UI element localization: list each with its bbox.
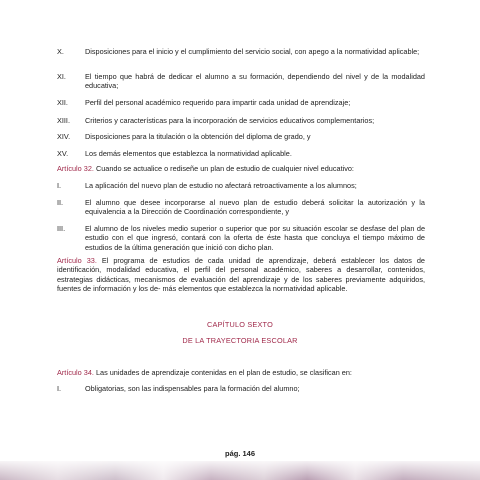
item-text: El tiempo que habrá de dedicar el alumno a su formación, dependiendo del nivel y de la modalidad educativa;: [85, 72, 425, 91]
item-number: XII.: [57, 98, 68, 107]
article-32: [57, 164, 425, 173]
item-number: X.: [57, 47, 64, 56]
item-number: I.: [57, 181, 62, 190]
item-text: El alumno de los niveles medio superior o superior que por su situación escolar se desfase del plan de estudio con el que ingresó, contará con la oferta de éste hasta que concluya el tiempo máximo de estudios de la última generación que inició con dicho plan.: [85, 224, 425, 252]
item-number: I.: [57, 384, 62, 393]
item-number: XI.: [57, 72, 66, 81]
article-label: Artículo 34.: [57, 368, 94, 377]
article-33: [57, 256, 425, 294]
item-iii: [57, 224, 425, 252]
item-text: Disposiciones para la titulación o la obtención del diploma de grado, y: [85, 132, 311, 141]
item-text: Criterios y características para la incorporación de servicios educativos complementarios;: [85, 116, 375, 125]
item-text: Perfil del personal académico requerido para impartir cada unidad de aprendizaje;: [85, 98, 351, 107]
item-xv: [57, 149, 425, 158]
item-number: XV.: [57, 149, 69, 158]
article-label: Artículo 33.: [57, 256, 97, 265]
article-text: Cuando se actualice o rediseñe un plan de estudio de cualquier nivel educativo:: [93, 164, 354, 173]
item-x: [57, 47, 425, 56]
item-xiv: [57, 132, 425, 141]
footer-decorative-band: [0, 461, 480, 480]
item-number: II.: [57, 198, 64, 207]
item-xi: [57, 72, 425, 91]
item-xii: [57, 98, 425, 107]
item-text: La aplicación del nuevo plan de estudio no afectará retroactivamente a los alumnos;: [85, 181, 357, 190]
article-text: El programa de estudios de cada unidad de aprendizaje, deberá establecer los datos de identificación, modalidad educativa, el perfil del personal académico, saberes a desarrollar, contenidos, estrategias didácticas, mecanismos de evaluación del aprendizaje y de los saberes previamente adquiridos, fuentes de información y los de- más elementos que establezca la normatividad aplicable.: [57, 256, 425, 294]
item-i-obligatorias: [57, 384, 425, 393]
chapter-subtitle: DE LA TRAYECTORIA ESCOLAR: [182, 336, 298, 345]
item-text: Obligatorias, son las indispensables para la formación del alumno;: [85, 384, 300, 393]
item-i: [57, 181, 425, 190]
chapter-title: CAPÍTULO SEXTO: [207, 320, 273, 329]
item-number: XIV.: [57, 132, 71, 141]
article-text: Las unidades de aprendizaje contenidas en el plan de estudio, se clasifican en:: [93, 368, 352, 377]
item-ii: [57, 198, 425, 217]
item-text: El alumno que desee incorporarse al nuevo plan de estudio deberá solicitar la autorización y la equivalencia a la Dirección de Coordinación correspondiente, y: [85, 198, 425, 217]
page-number: pág. 146: [224, 449, 255, 458]
item-number: XIII.: [57, 116, 70, 125]
article-label: Artículo 32.: [57, 164, 94, 173]
item-text: Los demás elementos que establezca la normatividad aplicable.: [85, 149, 292, 158]
article-34: [57, 368, 425, 377]
item-text: Disposiciones para el inicio y el cumplimiento del servicio social, con apego a la normatividad aplicable;: [85, 47, 420, 56]
item-xiii: [57, 116, 425, 125]
item-number: III.: [57, 224, 66, 233]
